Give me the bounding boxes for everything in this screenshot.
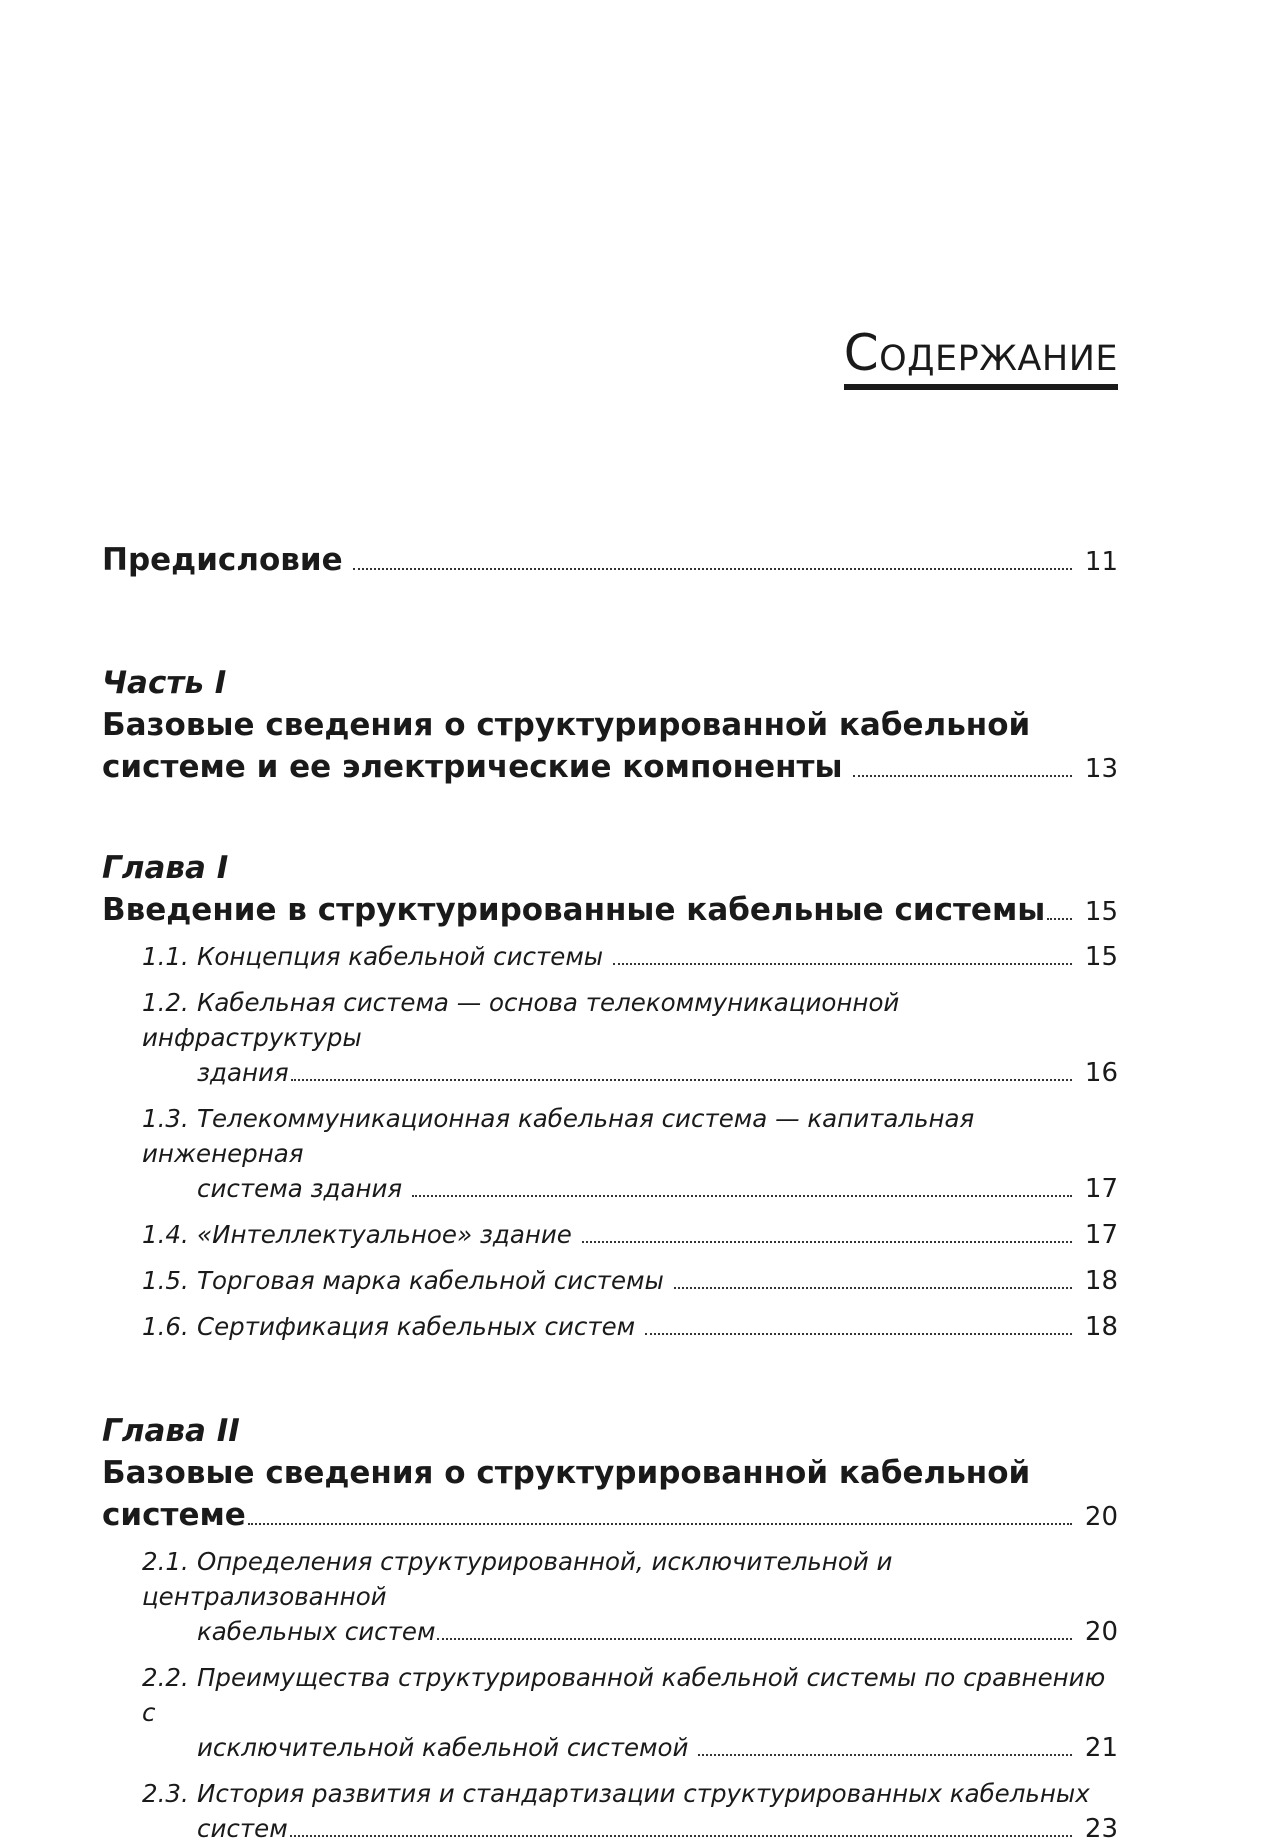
chapter-title-line-1: Базовые сведения о структурированной кабельной: [102, 1455, 1031, 1491]
section-title-continuation: исключительной кабельной системой: [197, 1733, 689, 1762]
toc-chapter-2: [102, 1411, 1118, 1847]
part-label: Часть I: [102, 665, 227, 701]
toc-page-number: 17: [1084, 1220, 1118, 1250]
dot-leader: [674, 1287, 1072, 1289]
part-title-line-1: Базовые сведения о структурированной кабельной: [102, 707, 1031, 743]
section-title: Сертификация кабельных систем: [197, 1312, 636, 1341]
dot-leader: [613, 963, 1072, 965]
toc-page-number: 17: [1084, 1174, 1118, 1204]
section-number: 1.2.: [142, 988, 189, 1017]
toc-page-number: 20: [1084, 1617, 1118, 1647]
section-title: История развития и стандартизации структурированных кабельных: [197, 1779, 1090, 1808]
toc-entry-chapter-1[interactable]: [102, 889, 1118, 933]
section-number: 2.3.: [142, 1779, 189, 1808]
section-number: 1.5.: [142, 1266, 189, 1295]
chapter-title: Введение в структурированные кабельные системы: [102, 892, 1046, 928]
table-of-contents: [102, 530, 1118, 1847]
section-title: Концепция кабельной системы: [197, 942, 604, 971]
toc-entry-section[interactable]: [102, 1660, 1118, 1766]
section-title: Преимущества структурированной кабельной системы по сравнению с: [142, 1663, 1106, 1727]
toc-entry-preface[interactable]: [102, 540, 1118, 583]
toc-entry-section[interactable]: [102, 939, 1118, 975]
section-title-continuation: здания: [197, 1058, 289, 1087]
toc-entry-section[interactable]: [102, 985, 1118, 1091]
page-title: Содержание: [844, 325, 1118, 390]
toc-page-number: 20: [1084, 1502, 1118, 1532]
toc-page-number: 21: [1084, 1733, 1118, 1763]
toc-chapter-1: [102, 848, 1118, 1345]
dot-leader: [1047, 918, 1072, 920]
dot-leader: [291, 1079, 1072, 1081]
section-number: 1.4.: [142, 1220, 189, 1249]
toc-entry-chapter-2[interactable]: [102, 1494, 1118, 1538]
section-number: 1.1.: [142, 942, 189, 971]
section-number: 1.3.: [142, 1104, 189, 1133]
toc-page-number: 18: [1084, 1266, 1118, 1296]
section-title: Торговая марка кабельной системы: [197, 1266, 664, 1295]
toc-page-number: 15: [1084, 942, 1118, 972]
section-number: 2.2.: [142, 1663, 189, 1692]
toc-entry-section[interactable]: [102, 1309, 1118, 1345]
toc-entry-section[interactable]: [102, 1217, 1118, 1253]
toc-page-number: 15: [1084, 897, 1118, 927]
toc-entry-section[interactable]: [102, 1263, 1118, 1299]
dot-leader: [645, 1333, 1072, 1335]
dot-leader: [290, 1835, 1072, 1837]
dot-leader: [853, 775, 1072, 777]
toc-page-number: 23: [1084, 1814, 1118, 1844]
toc-entry-section[interactable]: [102, 1101, 1118, 1207]
dot-leader: [437, 1638, 1072, 1640]
section-number: 1.6.: [142, 1312, 189, 1341]
section-title: Определения структурированной, исключительной и централизованной: [142, 1547, 893, 1611]
section-title: «Интеллектуальное» здание: [197, 1220, 572, 1249]
toc-page-number: 18: [1084, 1312, 1118, 1342]
section-title-continuation: кабельных систем: [197, 1617, 436, 1646]
dot-leader: [582, 1241, 1072, 1243]
dot-leader: [248, 1523, 1072, 1525]
section-number: 2.1.: [142, 1547, 189, 1576]
chapter-title-line-2: системе: [102, 1497, 246, 1533]
chapter-label: Глава II: [102, 1413, 240, 1449]
section-title-continuation: систем: [197, 1814, 288, 1843]
dot-leader: [353, 568, 1072, 570]
title-container: [102, 325, 1118, 390]
toc-entry-part-1[interactable]: [102, 746, 1118, 790]
part-title-line-2: системе и ее электрические компоненты: [102, 749, 843, 785]
dot-leader: [412, 1195, 1072, 1197]
toc-page-number: 11: [1084, 547, 1118, 577]
toc-page-number: 13: [1084, 754, 1118, 784]
dot-leader: [698, 1754, 1072, 1756]
chapter-label: Глава I: [102, 850, 229, 886]
toc-page-number: 16: [1084, 1058, 1118, 1088]
section-title: Кабельная система — основа телекоммуникационной инфраструктуры: [142, 988, 900, 1052]
section-title-continuation: система здания: [197, 1174, 403, 1203]
toc-entry-label: Предисловие: [102, 542, 343, 578]
toc-entry-section[interactable]: [102, 1776, 1118, 1847]
section-title: Телекоммуникационная кабельная система — капитальная инженерная: [142, 1104, 975, 1168]
toc-entry-section[interactable]: [102, 1544, 1118, 1650]
toc-part-1: [102, 663, 1118, 790]
